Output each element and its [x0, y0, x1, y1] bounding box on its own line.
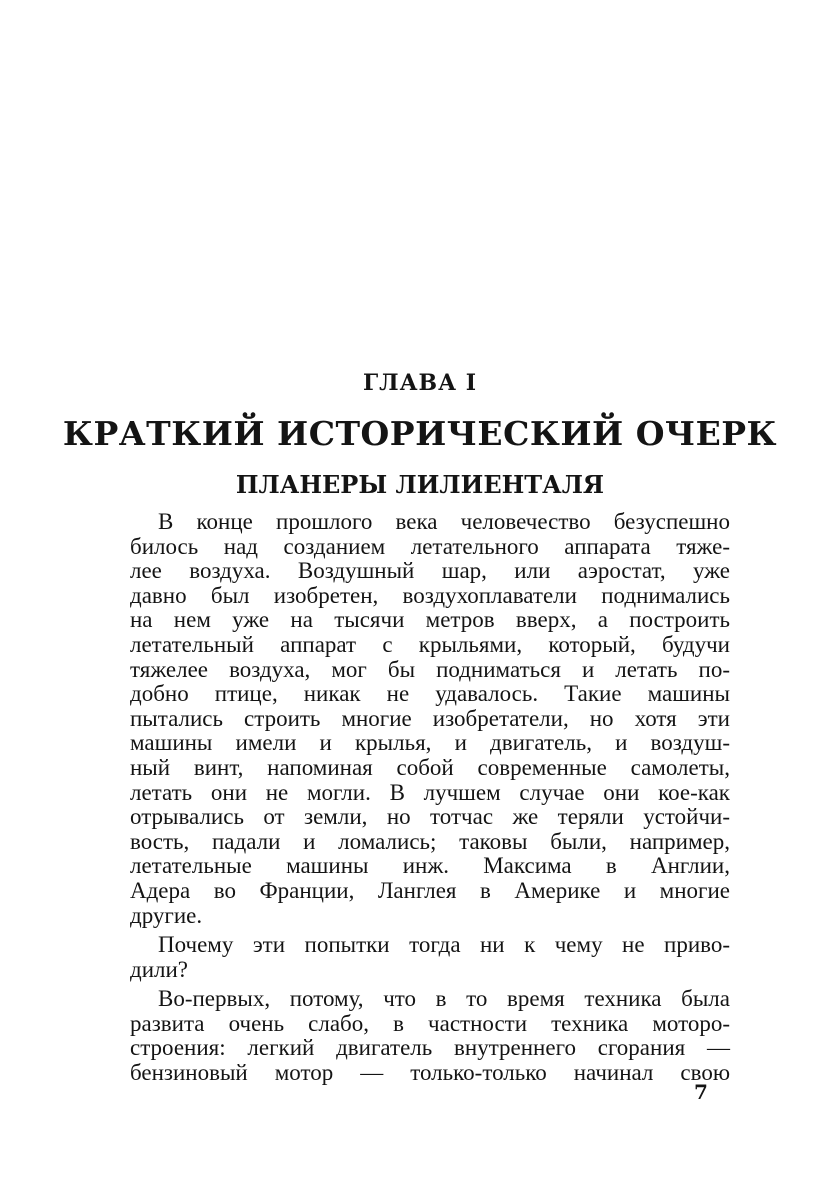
- text-line: дили?: [130, 956, 189, 982]
- text-line: развита очень слабо, в частности техника моторо-: [130, 1010, 730, 1036]
- text-line: вость, падали и ломались; таковы были, например,: [130, 828, 730, 854]
- text-line: тяжелее воздуха, мог бы подниматься и летать по-: [130, 656, 730, 682]
- text-line: Во-первых, потому, что в то время техника была: [158, 986, 730, 1012]
- text-line: давно был изобретен, воздухоплаватели поднимались: [130, 582, 730, 608]
- section-title: ПЛАНЕРЫ ЛИЛИЕНТАЛЯ: [235, 470, 605, 499]
- text-line: ный винт, напоминая собой современные самолеты,: [130, 754, 730, 780]
- paragraph: [130, 933, 730, 982]
- text-line: бензиновый мотор — только-только начинал свою: [130, 1060, 730, 1086]
- chapter-label: ГЛАВА I: [362, 370, 478, 396]
- paragraph: [130, 510, 730, 928]
- paragraph: [130, 987, 730, 1085]
- text-line: добно птице, никак не удавалось. Такие машины: [130, 681, 730, 707]
- text-line: другие.: [130, 902, 203, 928]
- text-line: В конце прошлого века человечество безуспешно: [158, 509, 730, 534]
- text-line: летательный аппарат с крыльями, который, будучи: [130, 631, 730, 657]
- body-text: [130, 510, 730, 1086]
- text-line: Почему эти попытки тогда ни к чему не приво-: [158, 932, 730, 958]
- text-line: пытались строить многие изобретатели, но хотя эти: [130, 705, 730, 731]
- text-line: летательные машины инж. Максима в Англии,: [130, 853, 730, 879]
- text-line: лее воздуха. Воздушный шар, или аэростат, уже: [130, 558, 730, 584]
- text-line: на нем уже на тысячи метров вверх, а построить: [130, 607, 730, 633]
- chapter-title: КРАТКИЙ ИСТОРИЧЕСКИЙ ОЧЕРК: [62, 414, 778, 453]
- text-line: строения: легкий двигатель внутреннего сгорания —: [130, 1035, 730, 1061]
- text-line: машины имели и крылья, и двигатель, и воздуш-: [130, 730, 730, 756]
- text-line: отрывались от земли, но тотчас же теряли устойчи-: [130, 804, 730, 830]
- page-number: 7: [694, 1080, 708, 1104]
- text-line: летать они не могли. В лучшем случае они кое-как: [130, 779, 730, 805]
- text-line: Адера во Франции, Ланглея в Америке и многие: [130, 877, 730, 903]
- text-line: билось над созданием летательного аппарата тяже-: [130, 533, 730, 559]
